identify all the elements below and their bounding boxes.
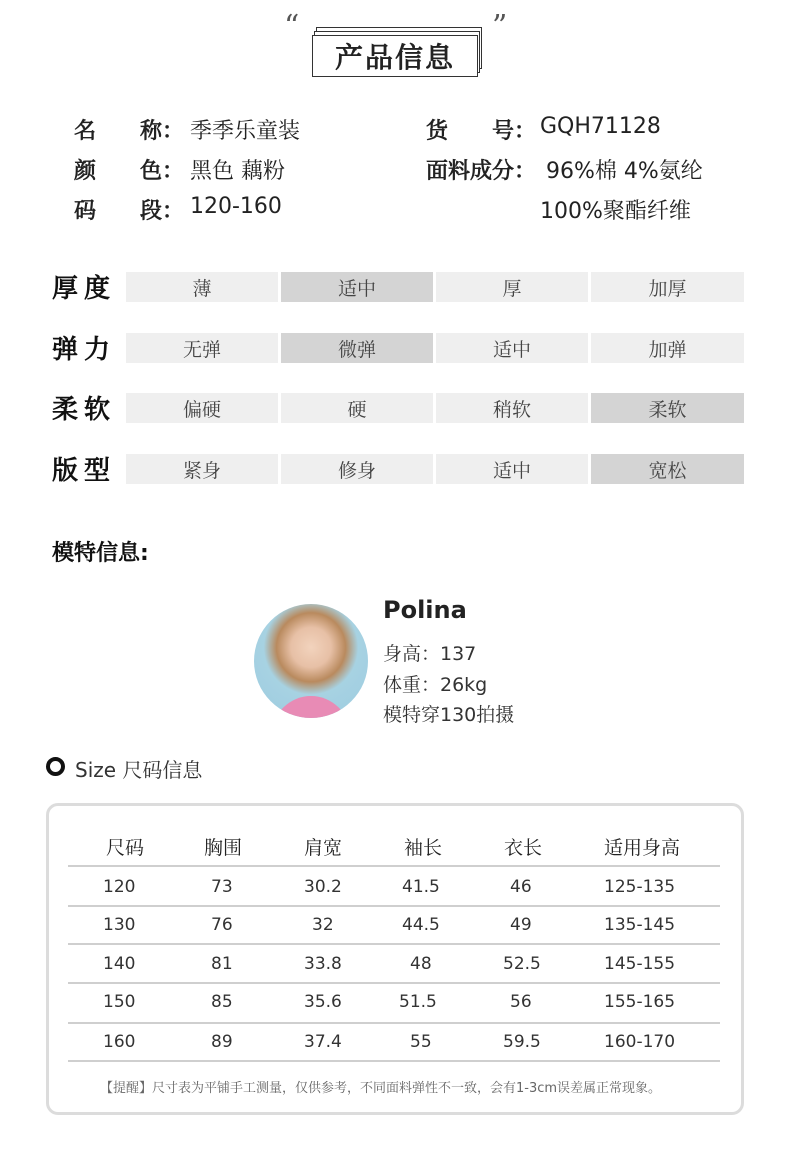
table-divider	[68, 982, 720, 984]
col-header-length: 衣长	[504, 837, 543, 859]
cell-shoulder: 37.4	[304, 1032, 342, 1052]
cell-sleeve: 55	[410, 1032, 432, 1052]
model-wearing-size: 模特穿130拍摄	[383, 704, 515, 726]
open-quote-icon: “	[284, 9, 300, 44]
attr-label-fit: 版型	[52, 456, 117, 486]
col-header-size: 尺码	[106, 837, 145, 859]
cell-chest: 89	[211, 1032, 233, 1052]
size-range-value: 120-160	[190, 194, 282, 219]
attr-option: 加弹	[591, 333, 744, 363]
cell-length: 59.5	[503, 1032, 541, 1052]
cell-sleeve: 41.5	[402, 877, 440, 897]
attr-option: 硬	[281, 393, 433, 423]
attr-option-selected: 微弹	[281, 333, 433, 363]
size-table-note: 【提醒】尺寸表为平铺手工测量，仅供参考，不同面料弹性不一致，会有1-3cm误差属正常现象。	[100, 1081, 662, 1096]
attr-option: 薄	[126, 272, 278, 302]
cell-size: 120	[103, 877, 136, 897]
attr-option: 稍软	[436, 393, 588, 423]
cell-size: 130	[103, 915, 136, 935]
close-quote-icon: ”	[492, 9, 508, 44]
model-height: 身高：137	[383, 643, 477, 665]
attr-option: 紧身	[126, 454, 278, 484]
model-name: Polina	[383, 596, 467, 624]
fabric-label: 面料成分：	[426, 159, 537, 184]
model-avatar	[254, 604, 368, 718]
attr-option-selected: 宽松	[591, 454, 744, 484]
size-section-title: Size 尺码信息	[75, 758, 203, 782]
cell-size: 150	[103, 992, 136, 1012]
model-section-title: 模特信息:	[52, 541, 149, 566]
table-divider	[68, 943, 720, 945]
attr-option-selected: 柔软	[591, 393, 744, 423]
attr-option: 无弹	[126, 333, 278, 363]
cell-height: 160-170	[604, 1032, 676, 1052]
model-weight: 体重：26kg	[383, 674, 488, 696]
cell-chest: 73	[211, 877, 233, 897]
page-title: 产品信息	[312, 35, 478, 77]
attr-label-softness: 柔软	[52, 395, 117, 425]
attr-label-thickness: 厚度	[52, 274, 117, 304]
color-label: 颜 色：	[74, 159, 185, 184]
cell-size: 160	[103, 1032, 136, 1052]
fabric-value-1: 96%棉 4%氨纶	[546, 159, 703, 184]
attr-option: 偏硬	[126, 393, 278, 423]
cell-length: 46	[510, 877, 532, 897]
attr-label-elasticity: 弹力	[52, 335, 117, 365]
sku-value: GQH71128	[540, 114, 661, 139]
cell-shoulder: 32	[312, 915, 334, 935]
name-value: 季季乐童装	[190, 119, 301, 144]
cell-sleeve: 51.5	[399, 992, 437, 1012]
attr-option: 适中	[436, 333, 588, 363]
col-header-shoulder: 肩宽	[304, 837, 343, 859]
col-header-height: 适用身高	[604, 837, 681, 859]
cell-sleeve: 48	[410, 954, 432, 974]
cell-height: 125-135	[604, 877, 676, 897]
cell-shoulder: 30.2	[304, 877, 342, 897]
col-header-chest: 胸围	[204, 837, 243, 859]
avatar-shirt	[272, 696, 350, 718]
cell-size: 140	[103, 954, 136, 974]
cell-chest: 76	[211, 915, 233, 935]
cell-chest: 81	[211, 954, 233, 974]
ring-bullet-icon	[46, 757, 65, 776]
table-divider	[68, 865, 720, 867]
table-divider	[68, 1022, 720, 1024]
cell-shoulder: 35.6	[304, 992, 342, 1012]
cell-height: 155-165	[604, 992, 676, 1012]
cell-length: 49	[510, 915, 532, 935]
cell-length: 52.5	[503, 954, 541, 974]
cell-height: 135-145	[604, 915, 676, 935]
cell-sleeve: 44.5	[402, 915, 440, 935]
attr-option-selected: 适中	[281, 272, 433, 302]
cell-height: 145-155	[604, 954, 676, 974]
size-range-label: 码 段：	[74, 199, 185, 224]
cell-length: 56	[510, 992, 532, 1012]
fabric-value-2: 100%聚酯纤维	[540, 199, 691, 224]
cell-chest: 85	[211, 992, 233, 1012]
sku-label: 货 号：	[426, 119, 537, 144]
attr-option: 厚	[436, 272, 588, 302]
attr-option: 修身	[281, 454, 433, 484]
color-value: 黑色 藕粉	[190, 159, 285, 184]
name-label: 名 称：	[74, 119, 185, 144]
attr-option: 加厚	[591, 272, 744, 302]
attr-option: 适中	[436, 454, 588, 484]
cell-shoulder: 33.8	[304, 954, 342, 974]
table-divider	[68, 1060, 720, 1062]
table-divider	[68, 905, 720, 907]
col-header-sleeve: 袖长	[404, 837, 443, 859]
